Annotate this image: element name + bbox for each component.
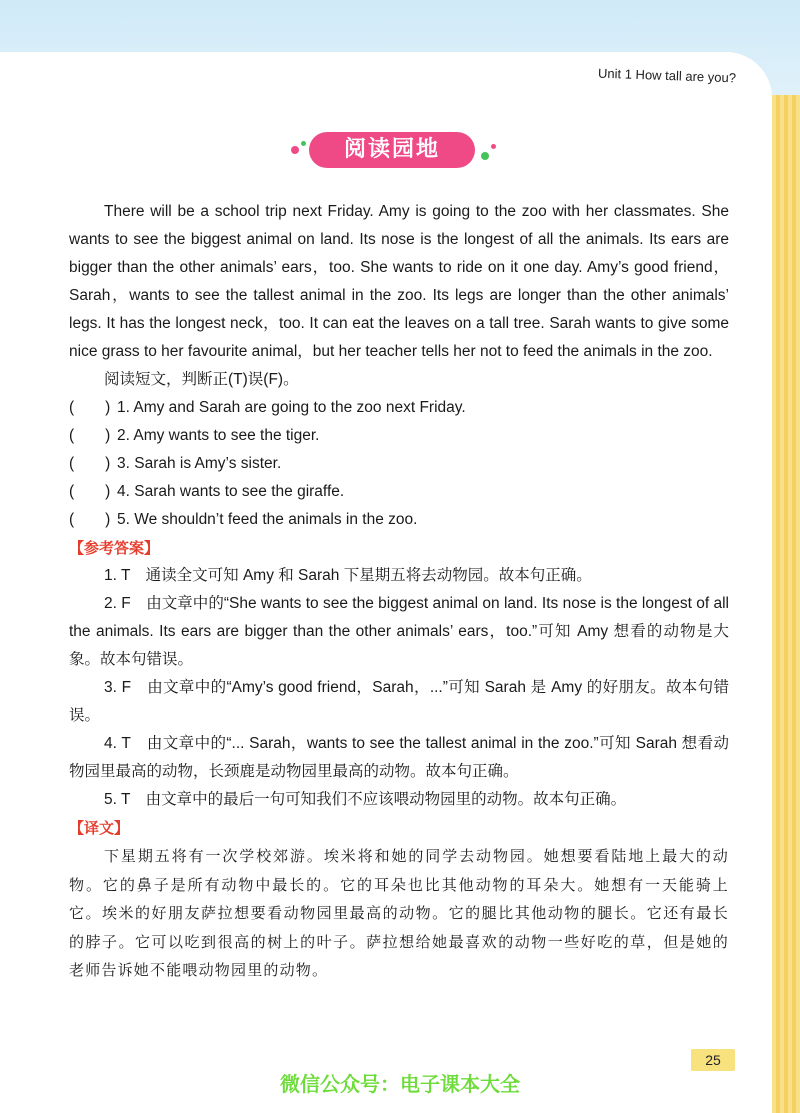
answer-item: 4. T 由文章中的“... Sarah，wants to see the tallest animal in the zoo.”可知 Sarah 想看动物园里最高的动物，长颈鹿是动物园里最高的动物。故本句正确。 [69,735,729,780]
page-content [69,198,729,985]
banner-title: 阅读园地 [343,137,440,162]
watermark: 微信公众号：电子课本大全 [280,1072,520,1096]
answer-blank[interactable]: ( ) [69,427,111,444]
translation-heading: 【译文】 [69,819,130,837]
question-text: 2. Amy wants to see the tiger. [117,427,320,444]
answer-blank[interactable]: ( ) [69,399,111,416]
page-number: 25 [691,1049,735,1071]
unit-title: Unit 1 How tall are you? [597,65,737,86]
answer-item: 1. T 通读全文可知 Amy 和 Sarah 下星期五将去动物园。故本句正确。 [104,567,592,584]
answer-item: 3. F 由文章中的“Amy’s good friend，Sarah，...”可知 Sarah 是 Amy 的好朋友。故本句错误。 [69,679,729,724]
section-banner [287,132,497,168]
banner-dot-right-small [491,144,496,149]
question-text: 5. We shouldn’t feed the animals in the zoo. [117,511,418,528]
question-text: 4. Sarah wants to see the giraffe. [117,483,345,500]
instruction: 阅读短文，判断正(T)误(F)。 [104,371,299,388]
banner-dot-right [481,152,489,160]
answers-heading: 【参考答案】 [69,539,160,557]
answer-blank[interactable]: ( ) [69,455,111,472]
question-item [69,422,729,450]
answer-blank[interactable]: ( ) [69,483,111,500]
answer-item: 2. F 由文章中的“She wants to see the biggest animal on land. Its nose is the longest of all the animals. Its ears are bigger than the other animals’ ears，too.”可知 Amy 想看的动物是大象。故本句错误。 [69,595,729,668]
banner-dot-left [291,146,299,154]
reading-passage: There will be a school trip next Friday. Amy is going to the zoo with her classmates. She wants to see the biggest animal on land. Its nose is the longest of all the animals. Its ears are bigger than the other animals’ ears，too. She wants to ride on it one day. Amy’s good friend，Sarah，wants to see the tallest animal in the zoo. Its legs are longer than the other animals’ legs. It has the longest neck，too. It can eat the leaves on a tall tree. Sarah wants to give some nice grass to her favourite animal，but her teacher tells her not to feed the animals in the zoo. [69,203,729,360]
translation-text: 下星期五将有一次学校郊游。埃米将和她的同学去动物园。她想要看陆地上最大的动物。它的鼻子是所有动物中最长的。它的耳朵也比其他动物的耳朵大。她想有一天能骑上它。埃米的好朋友萨拉想要看动物园里最高的动物。它的腿比其他动物的腿长。它还有最长的脖子。它可以吃到很高的树上的叶子。萨拉想给她最喜欢的动物一些好吃的草，但是她的老师告诉她不能喂动物园里的动物。 [69,847,729,979]
answer-item: 5. T 由文章中的最后一句可知我们不应该喂动物园里的动物。故本句正确。 [104,791,627,808]
question-list [69,394,729,534]
question-text: 1. Amy and Sarah are going to the zoo next Friday. [117,399,466,416]
banner-dot-left-small [301,141,306,146]
question-item [69,506,729,534]
question-item [69,394,729,422]
question-item [69,450,729,478]
question-item [69,478,729,506]
answer-blank[interactable]: ( ) [69,511,111,528]
question-text: 3. Sarah is Amy’s sister. [117,455,282,472]
